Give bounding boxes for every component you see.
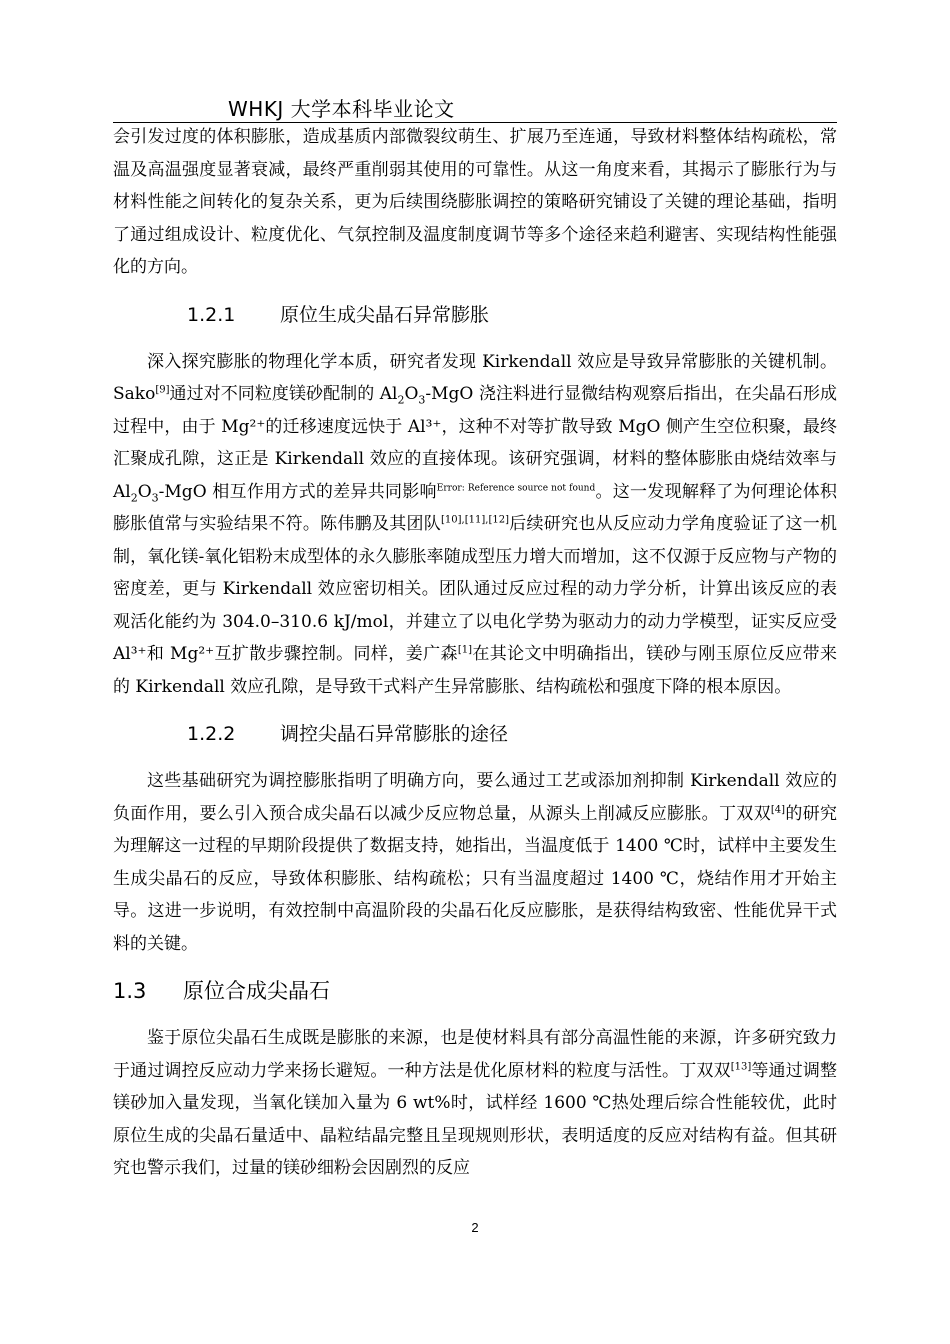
- text-run: O: [404, 384, 419, 404]
- text-run: 。这一发现解释了为何理论体积膨胀值常与实验结果不符。陈伟鹏及其团队: [113, 481, 838, 534]
- section-heading-1-2-2: [113, 703, 837, 765]
- section-title: 原位生成尖晶石异常膨胀: [280, 303, 490, 326]
- intro-paragraph: 会引发过度的体积膨胀，造成基质内部微裂纹萌生、扩展乃至连通，导致材料整体结构疏松，常温及高温强度显著衰减，最终严重削弱其使用的可靠性。从这一角度来看，其揭示了膨胀行为与材料性能之间转化的复杂关系，更为后续围绕膨胀调控的策略研究铺设了关键的理论基础，指明了通过组成设计、粒度优化、气氛控制及温度制度调节等多个途径来趋利避害、实现结构性能强化的方向。: [113, 127, 837, 277]
- subscript: 2: [130, 490, 138, 504]
- page-number: 2: [471, 1220, 479, 1235]
- reference-error-note: Error: Reference source not found: [436, 482, 596, 493]
- paragraph-regulation: [113, 765, 837, 960]
- section-heading-1-3: [113, 960, 837, 1022]
- citation: [1]: [457, 644, 473, 656]
- text-run: -MgO 相互作用方式的差异共同影响: [158, 481, 437, 502]
- text-run: 深入探究膨胀的物理化学本质，研究者发现 Kirkendall 效应是导致异常膨胀的关键机制。Sako: [113, 351, 837, 404]
- section-heading-1-2-1: [113, 284, 837, 346]
- document-body: [113, 121, 837, 1185]
- text-run: 的研究为理解这一过程的早期阶段提供了数据支持，她指出，当温度低于 1400 ℃时，试样中主要发生生成尖晶石的反应，导致体积膨胀、结构疏松；只有当温度超过 1400 ℃，烧结作用才开始主导。这进一步说明，有效控制中高温阶段的尖晶石化反应膨胀，是获得结构致密、性能优异干式料的关键。: [113, 803, 838, 954]
- citation: [9]: [155, 384, 170, 396]
- text-run: 这些基础研究为调控膨胀指明了明确方向，要么通过工艺或添加剂抑制 Kirkendall 效应的负面作用，要么引入预合成尖晶石以减少反应物总量，从源头上削减反应膨胀。丁双双: [113, 771, 837, 824]
- citation: [13]: [730, 1060, 752, 1072]
- text-run: O: [137, 481, 152, 502]
- text-run: -MgO 浇注料进行显微结构观察后指出，在尖晶石形成过程中，由于 Mg²⁺的迁移速度远快于 Al³⁺，这种不对等扩散导致 MgO 侧产生空位积聚，最终汇聚成孔隙，这正是 Kirkendall 效应的直接体现。该研究强调，材料的整体膨胀由烧结效率与 Al: [113, 384, 838, 502]
- text-run: 通过对不同粒度镁砂配制的 Al: [169, 384, 398, 404]
- citation: [10],[11],[12]: [441, 514, 509, 526]
- subscript: 3: [418, 393, 426, 407]
- header-title: WHKJ 大学本科毕业论文: [228, 97, 455, 121]
- text-run: 在其论文中明确指出，镁砂与刚玉原位反应带来的 Kirkendall 效应孔隙，是导致干式料产生异常膨胀、结构疏松和强度下降的根本原因。: [113, 644, 838, 697]
- subscript: 2: [397, 393, 405, 407]
- text-run: 鉴于原位尖晶石生成既是膨胀的来源，也是使材料具有部分高温性能的来源，许多研究致力于通过调控反应动力学来扬长避短。一种方法是优化原材料的粒度与活性。丁双双: [113, 1028, 837, 1081]
- citation: [4]: [770, 803, 786, 815]
- page-header: [113, 92, 837, 123]
- text-run: 等通过调整镁砂加入量发现，当氧化镁加入量为 6 wt%时，试样经 1600 ℃热处理后综合性能较优，此时原位生成的尖晶石量适中、晶粒结晶完整且呈现规则形状，表明适度的反应对结构有益。但其研究也警示我们，过量的镁砂细粉会因剧烈的反应: [113, 1060, 838, 1178]
- section-number: 1.3: [113, 979, 147, 1003]
- section-number: 1.2.2: [187, 723, 236, 745]
- paragraph-kirkendall: [113, 346, 837, 704]
- paragraph-in-situ: [113, 1022, 837, 1185]
- text-run: 后续研究也从反应动力学角度验证了这一机制，氧化镁-氧化铝粉末成型体的永久膨胀率随成型压力增大而增加，这不仅源于反应物与产物的密度差，更与 Kirkendall 效应密切相关。团队通过反应过程的动力学分析，计算出该反应的表观活化能约为 304.0–310.6 kJ/mol，并建立了以电化学势为驱动力的动力学模型，证实反应受 Al³⁺和 Mg²⁺互扩散步骤控制。同样，姜广森: [113, 514, 838, 664]
- section-number: 1.2.1: [187, 303, 236, 326]
- section-title: 调控尖晶石异常膨胀的途径: [280, 723, 509, 745]
- subscript: 3: [151, 490, 159, 504]
- section-title: 原位合成尖晶石: [183, 979, 330, 1003]
